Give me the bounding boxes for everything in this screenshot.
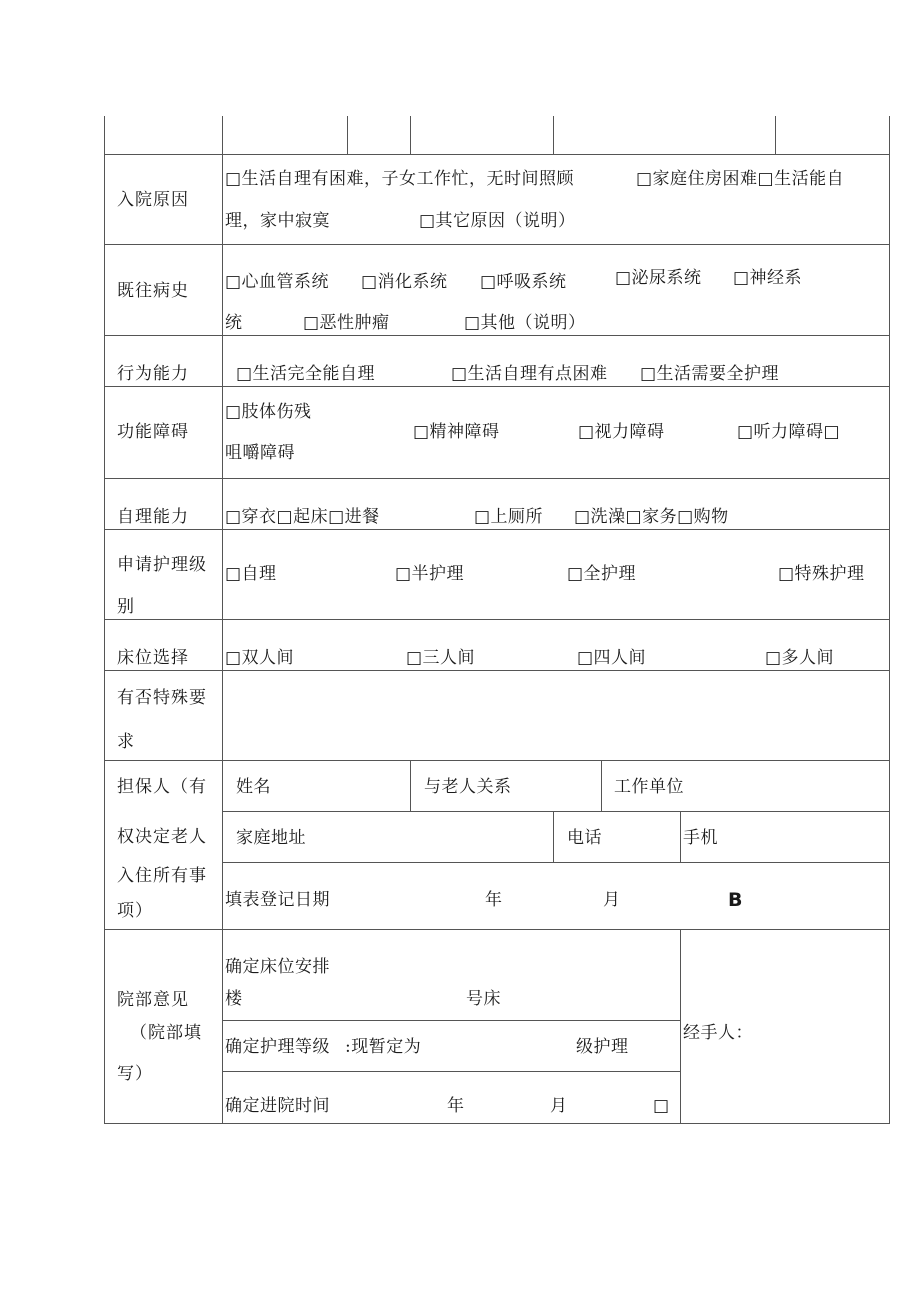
reason-option-lonely: 理，家中寂寞: [225, 211, 330, 231]
guarantor-phone-field[interactable]: 电话: [567, 828, 602, 848]
guarantor-label-cont: 项）: [117, 901, 153, 921]
row-line: [104, 335, 890, 336]
row-line: [104, 670, 890, 671]
care-level-option-half[interactable]: □半护理: [395, 564, 465, 584]
selfcare-label: 自理能力: [117, 507, 189, 527]
guarantor-mobile-field[interactable]: 手机: [683, 828, 718, 848]
behavior-option-need[interactable]: □生活需要全护理: [640, 364, 780, 384]
row-line: [104, 1123, 890, 1124]
care-level-option-special[interactable]: □特殊护理: [778, 564, 865, 584]
history-option-nervous-cont: 统: [225, 313, 243, 333]
reason-option-other[interactable]: □其它原因（说明）: [419, 211, 576, 231]
table-divider-label: [222, 116, 223, 1124]
dept-care-level-label: 确定护理等级: [225, 1037, 330, 1057]
history-option-nervous[interactable]: □神经系: [733, 268, 803, 288]
dept-col-line: [680, 929, 681, 1123]
history-label: 既往病史: [117, 281, 189, 301]
top-row-divider: [410, 116, 411, 154]
guarantor-row-line: [222, 811, 890, 812]
row-line: [104, 929, 890, 930]
registration-day[interactable]: B: [728, 889, 743, 911]
selfcare-options-group2[interactable]: □洗澡□家务□购物: [574, 507, 729, 527]
reason-option-housing[interactable]: □家庭住房困难□生活能自: [636, 169, 845, 189]
guarantor-col-line: [680, 811, 681, 862]
reason-label: 入院原因: [117, 190, 189, 210]
special-label: 有否特殊要: [117, 688, 207, 708]
dept-label: 院部意见: [117, 990, 189, 1010]
registration-month[interactable]: 月: [603, 890, 621, 910]
care-level-option-self[interactable]: □自理: [225, 564, 277, 584]
care-level-option-full[interactable]: □全护理: [567, 564, 637, 584]
selfcare-options-group1[interactable]: □穿衣□起床□进餐: [225, 507, 380, 527]
guarantor-col-line: [410, 760, 411, 811]
history-option-digestive[interactable]: □消化系统: [361, 272, 448, 292]
table-border-right: [889, 116, 890, 1124]
dept-admission-day-box[interactable]: □: [653, 1096, 670, 1116]
registration-year[interactable]: 年: [485, 890, 503, 910]
guarantor-work-field[interactable]: 工作单位: [614, 777, 684, 797]
bed-option-triple[interactable]: □三人间: [406, 648, 476, 668]
bed-option-multi[interactable]: □多人间: [765, 648, 835, 668]
history-option-other[interactable]: □其他（说明）: [464, 313, 586, 333]
dept-admission-year[interactable]: 年: [447, 1096, 465, 1116]
guarantor-address-field[interactable]: 家庭地址: [236, 828, 306, 848]
dept-label-cont: （院部填: [130, 1023, 202, 1043]
guarantor-col-line: [553, 811, 554, 862]
disability-option-limb[interactable]: □肢体伤残: [225, 402, 312, 422]
guarantor-label-cont: 入住所有事: [117, 866, 207, 886]
history-option-tumor[interactable]: □恶性肿瘤: [303, 313, 390, 333]
history-option-urinary[interactable]: □泌尿系统: [615, 268, 702, 288]
care-level-label-cont: 别: [117, 597, 135, 617]
guarantor-col-line: [601, 760, 602, 811]
dept-row-line: [222, 1071, 680, 1072]
top-row-divider: [553, 116, 554, 154]
dept-admission-time-label: 确定进院时间: [225, 1096, 330, 1116]
guarantor-relation-field[interactable]: 与老人关系: [424, 777, 512, 797]
row-line: [104, 760, 890, 761]
disability-option-vision[interactable]: □视力障碍: [578, 422, 665, 442]
row-line: [104, 154, 890, 155]
dept-care-level-mid: :现暂定为: [345, 1037, 422, 1057]
history-option-respiratory[interactable]: □呼吸系统: [480, 272, 567, 292]
dept-admission-month[interactable]: 月: [550, 1096, 568, 1116]
dept-building-field[interactable]: 楼: [225, 989, 243, 1009]
top-row-divider: [775, 116, 776, 154]
guarantor-label: 担保人（有: [117, 777, 207, 797]
top-row-divider: [347, 116, 348, 154]
behavior-label: 行为能力: [117, 364, 189, 384]
row-line: [104, 478, 890, 479]
registration-date-label: 填表登记日期: [225, 890, 330, 910]
behavior-option-full[interactable]: □生活完全能自理: [236, 364, 376, 384]
bed-label: 床位选择: [117, 648, 189, 668]
bed-option-double[interactable]: □双人间: [225, 648, 295, 668]
table-border-left: [104, 116, 105, 1124]
bed-option-quad[interactable]: □四人间: [577, 648, 647, 668]
selfcare-option-toilet[interactable]: □上厕所: [474, 507, 544, 527]
dept-bed-arrange-label: 确定床位安排: [225, 957, 330, 977]
row-line: [104, 386, 890, 387]
dept-row-line: [222, 1020, 680, 1021]
row-line: [104, 244, 890, 245]
guarantor-row-line: [222, 862, 890, 863]
disability-label: 功能障碍: [117, 422, 189, 442]
disability-option-mental[interactable]: □精神障碍: [413, 422, 500, 442]
dept-label-cont: 写）: [117, 1064, 153, 1084]
behavior-option-some[interactable]: □生活自理有点困难: [451, 364, 608, 384]
disability-option-hearing[interactable]: □听力障碍□: [737, 422, 841, 442]
guarantor-name-field[interactable]: 姓名: [236, 777, 271, 797]
dept-bed-number-field[interactable]: 号床: [466, 989, 501, 1009]
special-label-cont: 求: [117, 732, 135, 752]
care-level-label: 申请护理级: [117, 555, 207, 575]
disability-option-chewing: 咀嚼障碍: [225, 443, 295, 463]
row-line: [104, 529, 890, 530]
history-option-cardio[interactable]: □心血管系统: [225, 272, 330, 292]
row-line: [104, 619, 890, 620]
guarantor-label-cont: 权决定老人: [117, 827, 207, 847]
reason-option-busy[interactable]: □生活自理有困难，子女工作忙，无时间照顾: [225, 169, 575, 189]
handler-label[interactable]: 经手人：: [683, 1023, 753, 1043]
dept-care-level-field[interactable]: 级护理: [576, 1037, 629, 1057]
